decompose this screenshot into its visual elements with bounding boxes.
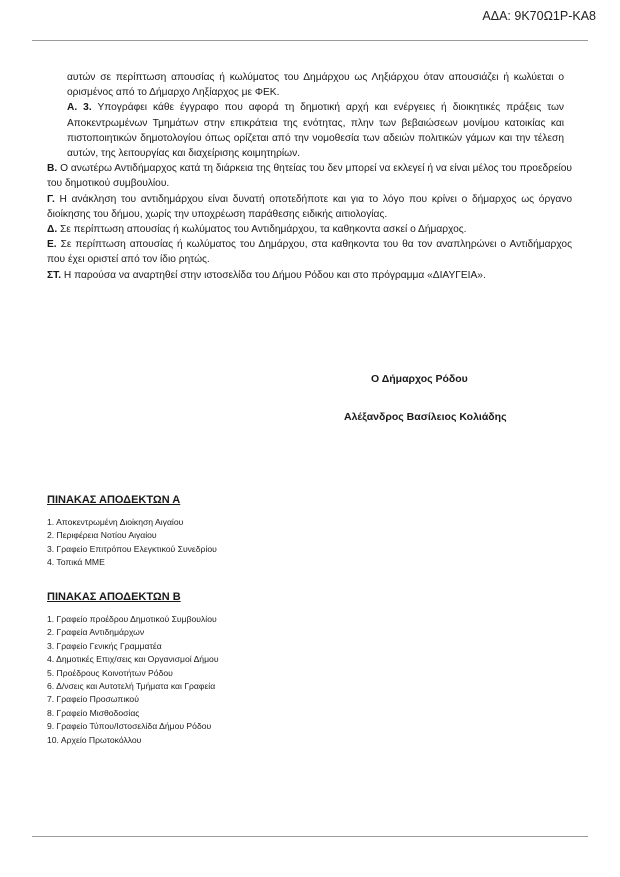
list-item: 7. Γραφείο Προσωπικού xyxy=(47,694,139,705)
paragraph-text: Σε περίπτωση απουσίας ή κωλύματος του Αντιδημάρχου, τα καθηκοντα ασκεί ο Δήμαρχος. xyxy=(57,224,467,236)
list-item: 1. Γραφείο προέδρου Δημοτικού Συμβουλίου xyxy=(47,614,217,624)
list-item: 8. Γραφείο Μισθοδοσίας xyxy=(47,707,140,718)
paragraph-text: Η ανάκληση του αντιδημάρχου είναι δυνατή οποτεδήποτε και για το λόγο που κρίνει ο δήμαρχος ως όργανο διοίκησης του δήμου, χωρίς την υποχρέωση παράθεσης ειδικής αιτιολογίας. xyxy=(47,193,572,220)
signature-name: Αλέξανδρος Βασίλειος Κολιάδης xyxy=(344,411,507,423)
recipients-a-list xyxy=(47,516,217,570)
ada-code: ΑΔΑ: 9Κ70Ω1Ρ-ΚΑ8 xyxy=(482,9,596,23)
list-item: 2. Περιφέρεια Νοτίου Αιγαίου xyxy=(47,530,157,541)
list-item: 5. Προέδρους Κοινοτήτων Ρόδου xyxy=(47,667,173,678)
paragraph-text: Σε περίπτωση απουσίας ή κωλύματος του Δημάρχου, στα καθηκοντα του θα τον αναπληρώνει ο Αντιδήμαρχος που έχει οριστεί από τον ίδιο ρητώς. xyxy=(47,239,572,266)
paragraph-b xyxy=(47,161,572,191)
paragraph-mark: Β. xyxy=(47,163,58,175)
recipients-a-title: ΠΙΝΑΚΑΣ ΑΠΟΔΕΚΤΩΝ Α xyxy=(47,494,181,506)
recipients-b-list xyxy=(47,613,219,747)
paragraph-text: Η παρούσα να αναρτηθεί στην ιστοσελίδα του Δήμου Ρόδου και στο πρόγραμμα «ΔΙΑΥΓΕΙΑ». xyxy=(61,269,486,281)
paragraph-mark: Α. 3. xyxy=(67,102,92,114)
list-item: 3. Γραφείο Γενικής Γραμματέα xyxy=(47,640,162,651)
list-item: 4. Τοπικά ΜΜΕ xyxy=(47,557,105,568)
paragraph-text: Ο ανωτέρω Αντιδήμαρχος κατά τη διάρκεια της θητείας του δεν μπορεί να εκλεγεί ή να είναι μέλος του προεδρείου του δημοτικού συμβουλίου. xyxy=(47,163,572,190)
paragraph-a3 xyxy=(47,100,572,161)
list-item: 3. Γραφείο Επιτρόπου Ελεγκτικού Συνεδρίου xyxy=(47,543,217,554)
paragraph-e xyxy=(47,237,572,267)
list-item: 2. Γραφεία Αντιδημάρχων xyxy=(47,627,145,638)
paragraph-mark: ΣΤ. xyxy=(47,269,62,281)
paragraph-a2-continuation: αυτών σε περίπτωση απουσίας ή κωλύματος του Δημάρχου ως Ληξιάρχου όταν απουσιάζει ή κωλύεται ο ορισμένος από το Δήμαρχο Ληξίαρχος με ΦΕΚ. xyxy=(67,72,564,99)
list-item: 10. Αρχείο Πρωτοκόλλου xyxy=(47,734,142,745)
list-item: 1. Αποκεντρωμένη Διοίκηση Αιγαίου xyxy=(47,517,184,527)
paragraph-text: Υπογράφει κάθε έγγραφο που αφορά τη δημοτική αρχή και ενέργειες ή διοικητικές πράξεις των Αποκεντρωμένων Τμημάτων στην επικράτεια της ενότητας, πλην των βεβαιώσεων μονίμου κατοικίας και πιστοποιητικών δημοτολογίου όπως ορίζεται από την νομοθεσία των αδειών πολιτικών γάμων και την τέλεση αυτών, της λειτουργίας και διαχείρισης κοιμητηρίων. xyxy=(67,102,565,160)
signature-title: Ο Δήμαρχος Ρόδου xyxy=(371,373,468,385)
list-item: 6. Δ/νσεις και Αυτοτελή Τμήματα και Γραφεία xyxy=(47,681,216,692)
recipients-b-title: ΠΙΝΑΚΑΣ ΑΠΟΔΕΚΤΩΝ Β xyxy=(47,591,181,603)
paragraph-st xyxy=(47,268,572,283)
paragraph-mark: Γ. xyxy=(47,193,55,205)
footer-divider xyxy=(32,836,588,837)
paragraph-g xyxy=(47,192,572,222)
decision-body xyxy=(47,70,572,283)
paragraph-mark: Ε. xyxy=(47,239,57,251)
header-divider xyxy=(32,40,588,41)
list-item: 9. Γραφείο Τύπου/Ιστοσελίδα Δήμου Ρόδου xyxy=(47,721,212,732)
paragraph-mark: Δ. xyxy=(47,224,58,236)
list-item: 4. Δημοτικές Επιχ/σεις και Οργανισμοί Δήμου xyxy=(47,654,219,665)
paragraph-d xyxy=(47,222,572,237)
